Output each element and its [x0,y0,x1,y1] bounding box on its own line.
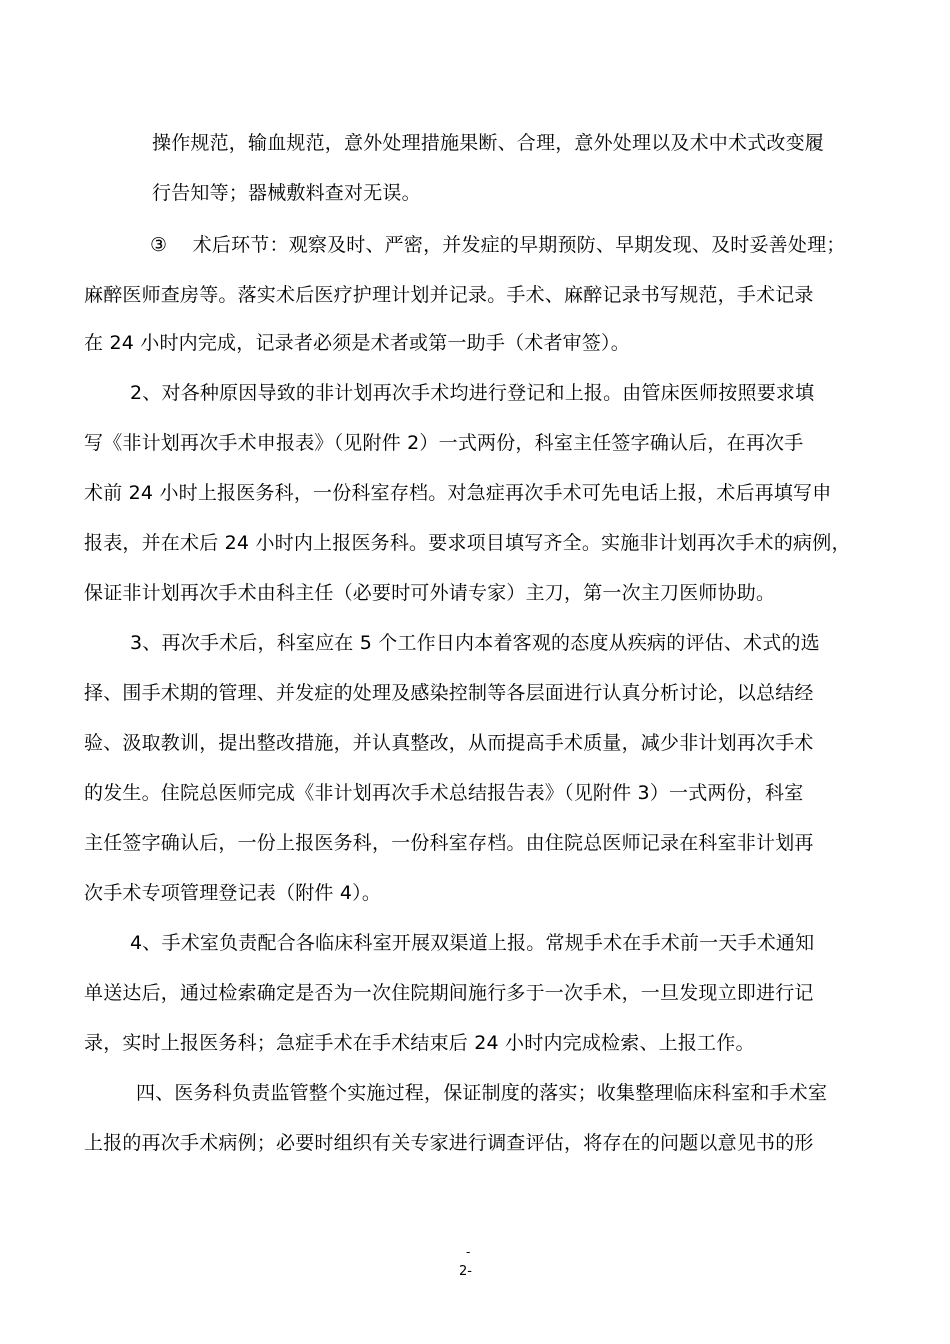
body-line: 四、医务科负责监管整个实施过程，保证制度的落实；收集整理临床科室和手术室 [136,1082,828,1104]
body-line: 写《非计划再次手术申报表》（见附件 2）一式两份，科室主任签字确认后，在再次手 [84,432,804,454]
body-line: 的发生。住院总医师完成《非计划再次手术总结报告表》（见附件 3）一式两份，科室 [84,782,804,804]
footer-dash: - [466,1245,471,1259]
body-line: 验、汲取教训，提出整改措施，并认真整改，从而提高手术质量，减少非计划再次手术 [84,732,814,754]
body-line: 单送达后，通过检索确定是否为一次住院期间施行多于一次手术，一旦发现立即进行记 [84,982,814,1004]
body-line: 主任签字确认后，一份上报医务科，一份科室存档。由住院总医师记录在科室非计划再 [84,832,814,854]
body-line: 报表，并在术后 24 小时内上报医务科。要求项目填写齐全。实施非计划再次手术的病例， [84,532,851,554]
body-line: 择、围手术期的管理、并发症的处理及感染控制等各层面进行认真分析讨论，以总结经 [84,682,814,704]
body-line: 术前 24 小时上报医务科，一份科室存档。对急症再次手术可先电话上报，术后再填写申 [84,482,832,504]
body-line: 2、对各种原因导致的非计划再次手术均进行登记和上报。由管床医师按照要求填 [130,382,815,404]
body-line: 操作规范，输血规范，意外处理措施果断、合理，意外处理以及术中术式改变履 [152,132,825,154]
body-line: 行告知等；器械敷料查对无误。 [152,182,421,204]
body-line: 4、手术室负责配合各临床科室开展双渠道上报。常规手术在手术前一天手术通知 [130,932,815,954]
body-line: 麻醉医师查房等。落实术后医疗护理计划并记录。手术、麻醉记录书写规范，手术记录 [84,284,814,306]
page-number: 2- [459,1264,472,1279]
body-line: 保证非计划再次手术由科主任（必要时可外请专家）主刀，第一次主刀医师协助。 [84,582,776,604]
body-line: 次手术专项管理登记表（附件 4）。 [84,882,382,904]
body-line: ③ 术后环节：观察及时、严密，并发症的早期预防、早期发现、及时妥善处理； [150,234,846,256]
body-line: 3、再次手术后，科室应在 5 个工作日内本着客观的态度从疾病的评估、术式的选 [130,632,820,654]
body-line: 上报的再次手术病例；必要时组织有关专家进行调查评估，将存在的问题以意见书的形 [84,1132,814,1154]
body-line: 录，实时上报医务科；急症手术在手术结束后 24 小时内完成检索、上报工作。 [84,1032,755,1054]
body-line: 在 24 小时内完成，记录者必须是术者或第一助手（术者审签）。 [84,332,630,354]
